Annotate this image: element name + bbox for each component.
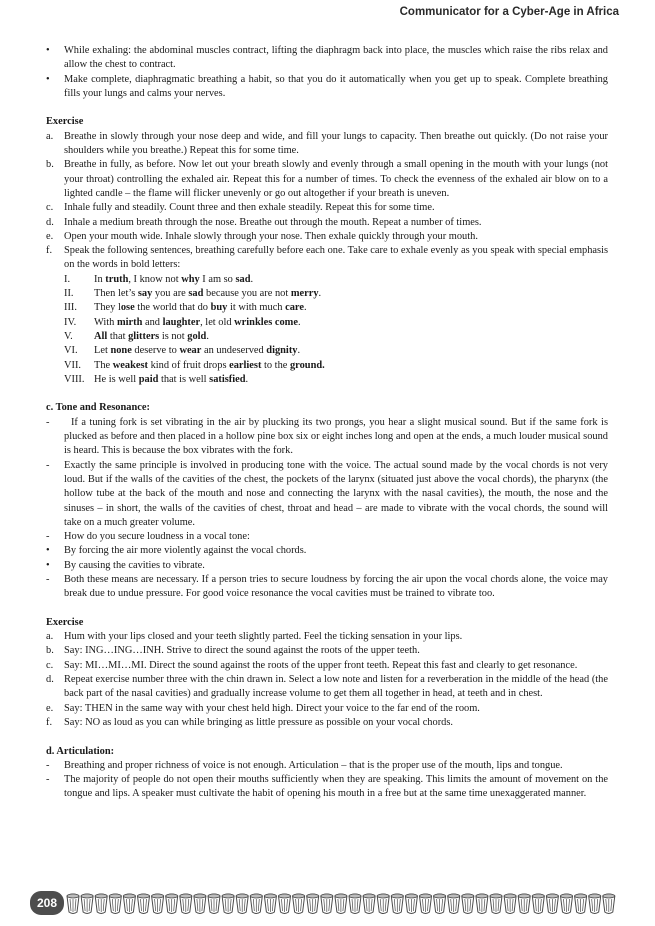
drum-icon — [405, 894, 417, 914]
item-text: By forcing the air more violently against the vocal chords. — [64, 545, 307, 557]
exercise-item — [46, 201, 608, 215]
tone-item — [46, 573, 608, 602]
tone-item — [46, 559, 608, 573]
drum-icon — [307, 894, 319, 914]
drum-icon — [391, 894, 403, 914]
drum-icon — [589, 894, 601, 914]
drum-icon — [532, 894, 544, 914]
item-marker: - — [46, 459, 50, 471]
exercise-item — [46, 244, 608, 273]
exercise-item — [46, 216, 608, 230]
drum-icon — [236, 894, 248, 914]
drum-icon — [123, 894, 135, 914]
item-text: Say: THEN in the same way with your chest held high. Direct your voice to the far end of the room. — [64, 702, 480, 714]
drum-icon — [518, 894, 530, 914]
drum-icon — [462, 894, 474, 914]
item-text: Open your mouth wide. Inhale slowly through your nose. Then exhale quickly through your mouth. — [64, 230, 478, 242]
item-text: Inhale fully and steadily. Count three and then exhale steadily. Repeat this for some time. — [64, 202, 435, 214]
exercise-heading: Exercise — [46, 616, 84, 628]
item-text: Breathing and proper richness of voice is not enough. Articulation – that is the proper use of the mouth, lips and tongue. — [64, 759, 563, 771]
drum-icon — [208, 894, 220, 914]
item-text: Say: ING…ING…INH. Strive to direct the sound against the roots of the upper teeth. — [64, 645, 420, 657]
item-marker: • — [46, 559, 50, 571]
page-number: 208 — [30, 891, 64, 915]
item-marker: e. — [46, 702, 54, 714]
drum-icon — [250, 894, 262, 914]
item-marker: - — [46, 573, 50, 585]
drum-icon — [293, 894, 305, 914]
page-footer — [30, 891, 620, 915]
item-marker: - — [46, 416, 50, 428]
item-marker: - — [46, 774, 50, 786]
drum-border-decoration — [66, 891, 618, 915]
exercise-item — [46, 644, 608, 658]
practice-sentence: III. They lose the world that do buy it with much care. — [46, 301, 608, 315]
drum-icon — [575, 894, 587, 914]
exercise-item — [46, 158, 608, 201]
section-heading-tone: c. Tone and Resonance: — [46, 402, 150, 414]
drum-icon — [561, 894, 573, 914]
roman-marker: II. — [64, 288, 74, 300]
item-marker: d. — [46, 674, 54, 686]
drum-icon — [603, 894, 615, 914]
item-text: Hum with your lips closed and your teeth slightly parted. Feel the ticking sensation in your lips. — [64, 631, 463, 643]
item-text: Breathe in fully, as before. Now let out your breath slowly and evenly through a small opening in the mouth with your lungs (not your throat) controlling the exhaled air. Repeat this for a number of times. To check the evenness of the exhaled air blow on to a lighted candle – the flame will flicker unevenly or go out altogether if your breath is uneven. — [64, 159, 608, 199]
drum-icon — [321, 894, 333, 914]
drum-icon — [194, 894, 206, 914]
practice-sentence: IV. With mirth and laughter, let old wrinkles come. — [46, 316, 608, 330]
practice-sentence: VI. Let none deserve to wear an undeserved dignity. — [46, 344, 608, 358]
drum-icon — [504, 894, 516, 914]
tone-item — [46, 544, 608, 558]
item-text: By causing the cavities to vibrate. — [64, 559, 205, 571]
roman-marker: VI. — [64, 345, 78, 357]
drum-icon — [81, 894, 93, 914]
roman-marker: VII. — [64, 359, 82, 371]
item-marker: d. — [46, 216, 54, 228]
item-text: If a tuning fork is set vibrating in the air by plucking its two prongs, you hear a slight musical sound. But if the same fork is plucked as before and then placed in a hollow pine box six or eight inches long and open at the ends, a much louder musical sound is heard. This is because the box vibrates with the fork. — [64, 416, 611, 457]
item-marker: f. — [46, 716, 53, 728]
page-body — [46, 44, 611, 802]
drum-icon — [109, 894, 121, 914]
drum-icon — [448, 894, 460, 914]
drum-icon — [476, 894, 488, 914]
drum-icon — [490, 894, 502, 914]
item-marker: - — [46, 531, 50, 543]
drum-icon — [434, 894, 446, 914]
item-marker: b. — [46, 645, 54, 657]
item-marker: a. — [46, 130, 54, 142]
roman-marker: I. — [64, 273, 71, 285]
roman-marker: IV. — [64, 316, 77, 328]
drum-icon — [264, 894, 276, 914]
item-text: Say: MI…MI…MI. Direct the sound against the roots of the upper front teeth. Repeat this fast and clearly to get resonance. — [64, 659, 578, 671]
item-text: How do you secure loudness in a vocal tone: — [64, 531, 250, 543]
drum-icon — [279, 894, 291, 914]
practice-sentence: II. Then let’s say you are sad because you are not merry. — [46, 287, 608, 301]
drum-icon — [377, 894, 389, 914]
exercise-item — [46, 716, 608, 730]
item-marker: a. — [46, 631, 54, 643]
bullet-marker: • — [46, 45, 50, 56]
item-marker: f. — [46, 245, 53, 257]
roman-marker: III. — [64, 302, 77, 314]
section-heading-articulation: d. Articulation: — [46, 745, 115, 757]
practice-sentence: I. In truth, I know not why I am so sad. — [46, 273, 608, 287]
item-marker: • — [46, 545, 50, 557]
exercise-item — [46, 673, 608, 702]
item-marker: - — [46, 759, 50, 771]
exercise-item — [46, 702, 608, 716]
roman-marker: VIII. — [64, 373, 85, 385]
bullet-item — [46, 44, 608, 73]
practice-sentence: V. All that glitters is not gold. — [46, 330, 608, 344]
item-marker: b. — [46, 159, 54, 171]
drum-icon — [420, 894, 432, 914]
tone-item — [46, 530, 608, 544]
roman-marker: V. — [64, 330, 73, 342]
bullet-item — [46, 73, 608, 102]
exercise-item — [46, 659, 608, 673]
item-text: Repeat exercise number three with the chin drawn in. Select a low note and listen for a reverberation in the middle of the head (the back part of the nasal cavities) and gradually increase volume to get them all together in head, at teeth and in chest. — [64, 674, 608, 700]
tone-item — [46, 459, 608, 530]
item-marker: c. — [46, 659, 54, 671]
item-text: Both these means are necessary. If a person tries to secure loudness by forcing the air upon the vocal chords alone, the voice may break due to undue pressure. For good voice resonance the vocal cavities must be trained to vibrate too. — [64, 573, 608, 600]
item-text: Inhale a medium breath through the nose. Breathe out through the mouth. Repeat a number of times. — [64, 216, 482, 228]
drum-icon — [363, 894, 375, 914]
drum-icon — [222, 894, 234, 914]
drum-icon — [95, 894, 107, 914]
drum-icon — [166, 894, 178, 914]
item-text: Breathe in slowly through your nose deep and wide, and fill your lungs to capacity. Then breathe out quickly. (Do not raise your shoulders while you breathe.) Repeat this for some time. — [64, 130, 608, 157]
item-text: The majority of people do not open their mouths sufficiently when they are speaking. This limits the amount of movement on the tongue and lips. A speaker must cultivate the habit of opening his mouth in a free but at the same time unexaggerated manner. — [64, 774, 608, 800]
drum-icon — [335, 894, 347, 914]
exercise-item — [46, 630, 608, 644]
bullet-marker: • — [46, 73, 50, 85]
bullet-text: Make complete, diaphragmatic breathing a habit, so that you do it automatically when you get up to speak. Complete breathing fills your lungs and calms your nerves. — [64, 73, 608, 99]
item-text: Exactly the same principle is involved in producing tone with the voice. The actual sound made by the vocal chords is not very loud. But if the walls of the cavities of the chest, the pockets of the larynx (situated just above the vocal chords), the pharynx (the hollow tube at the back of the mouth and nose and connecting the larynx with the nasal cavities), the mouth, the nose and the sinuses – in short, the walls of the cavities of chest, throat and head – are made to vibrate with the vocal chords, the sound will take on a much greater volume. — [64, 459, 608, 528]
drum-icon — [67, 894, 79, 914]
running-header: Communicator for a Cyber-Age in Africa — [399, 6, 619, 18]
drum-icon — [180, 894, 192, 914]
articulation-item — [46, 773, 608, 802]
drum-icon — [349, 894, 361, 914]
drum-icon — [138, 894, 150, 914]
item-text: Speak the following sentences, breathing carefully before each one. Take care to exhale evenly as you speak with special emphasis on the words in bold letters: — [64, 245, 608, 271]
item-marker: c. — [46, 202, 54, 214]
drum-icon — [546, 894, 558, 914]
item-marker: e. — [46, 230, 54, 242]
bullet-text: While exhaling: the abdominal muscles contract, lifting the diaphragm back into place, the muscles which raise the ribs relax and allow the chest to contract. — [64, 45, 608, 71]
practice-sentence: VII. The weakest kind of fruit drops earliest to the ground. — [46, 359, 608, 373]
exercise-item — [46, 130, 608, 159]
articulation-item — [46, 759, 608, 773]
exercise-item — [46, 230, 608, 244]
item-text: Say: NO as loud as you can while bringing as little pressure as possible on your vocal chords. — [64, 716, 453, 728]
practice-sentence: VIII. He is well paid that is well satisfied. — [46, 373, 608, 387]
drum-icon — [152, 894, 164, 914]
tone-item — [46, 416, 611, 459]
exercise-heading: Exercise — [46, 116, 84, 128]
